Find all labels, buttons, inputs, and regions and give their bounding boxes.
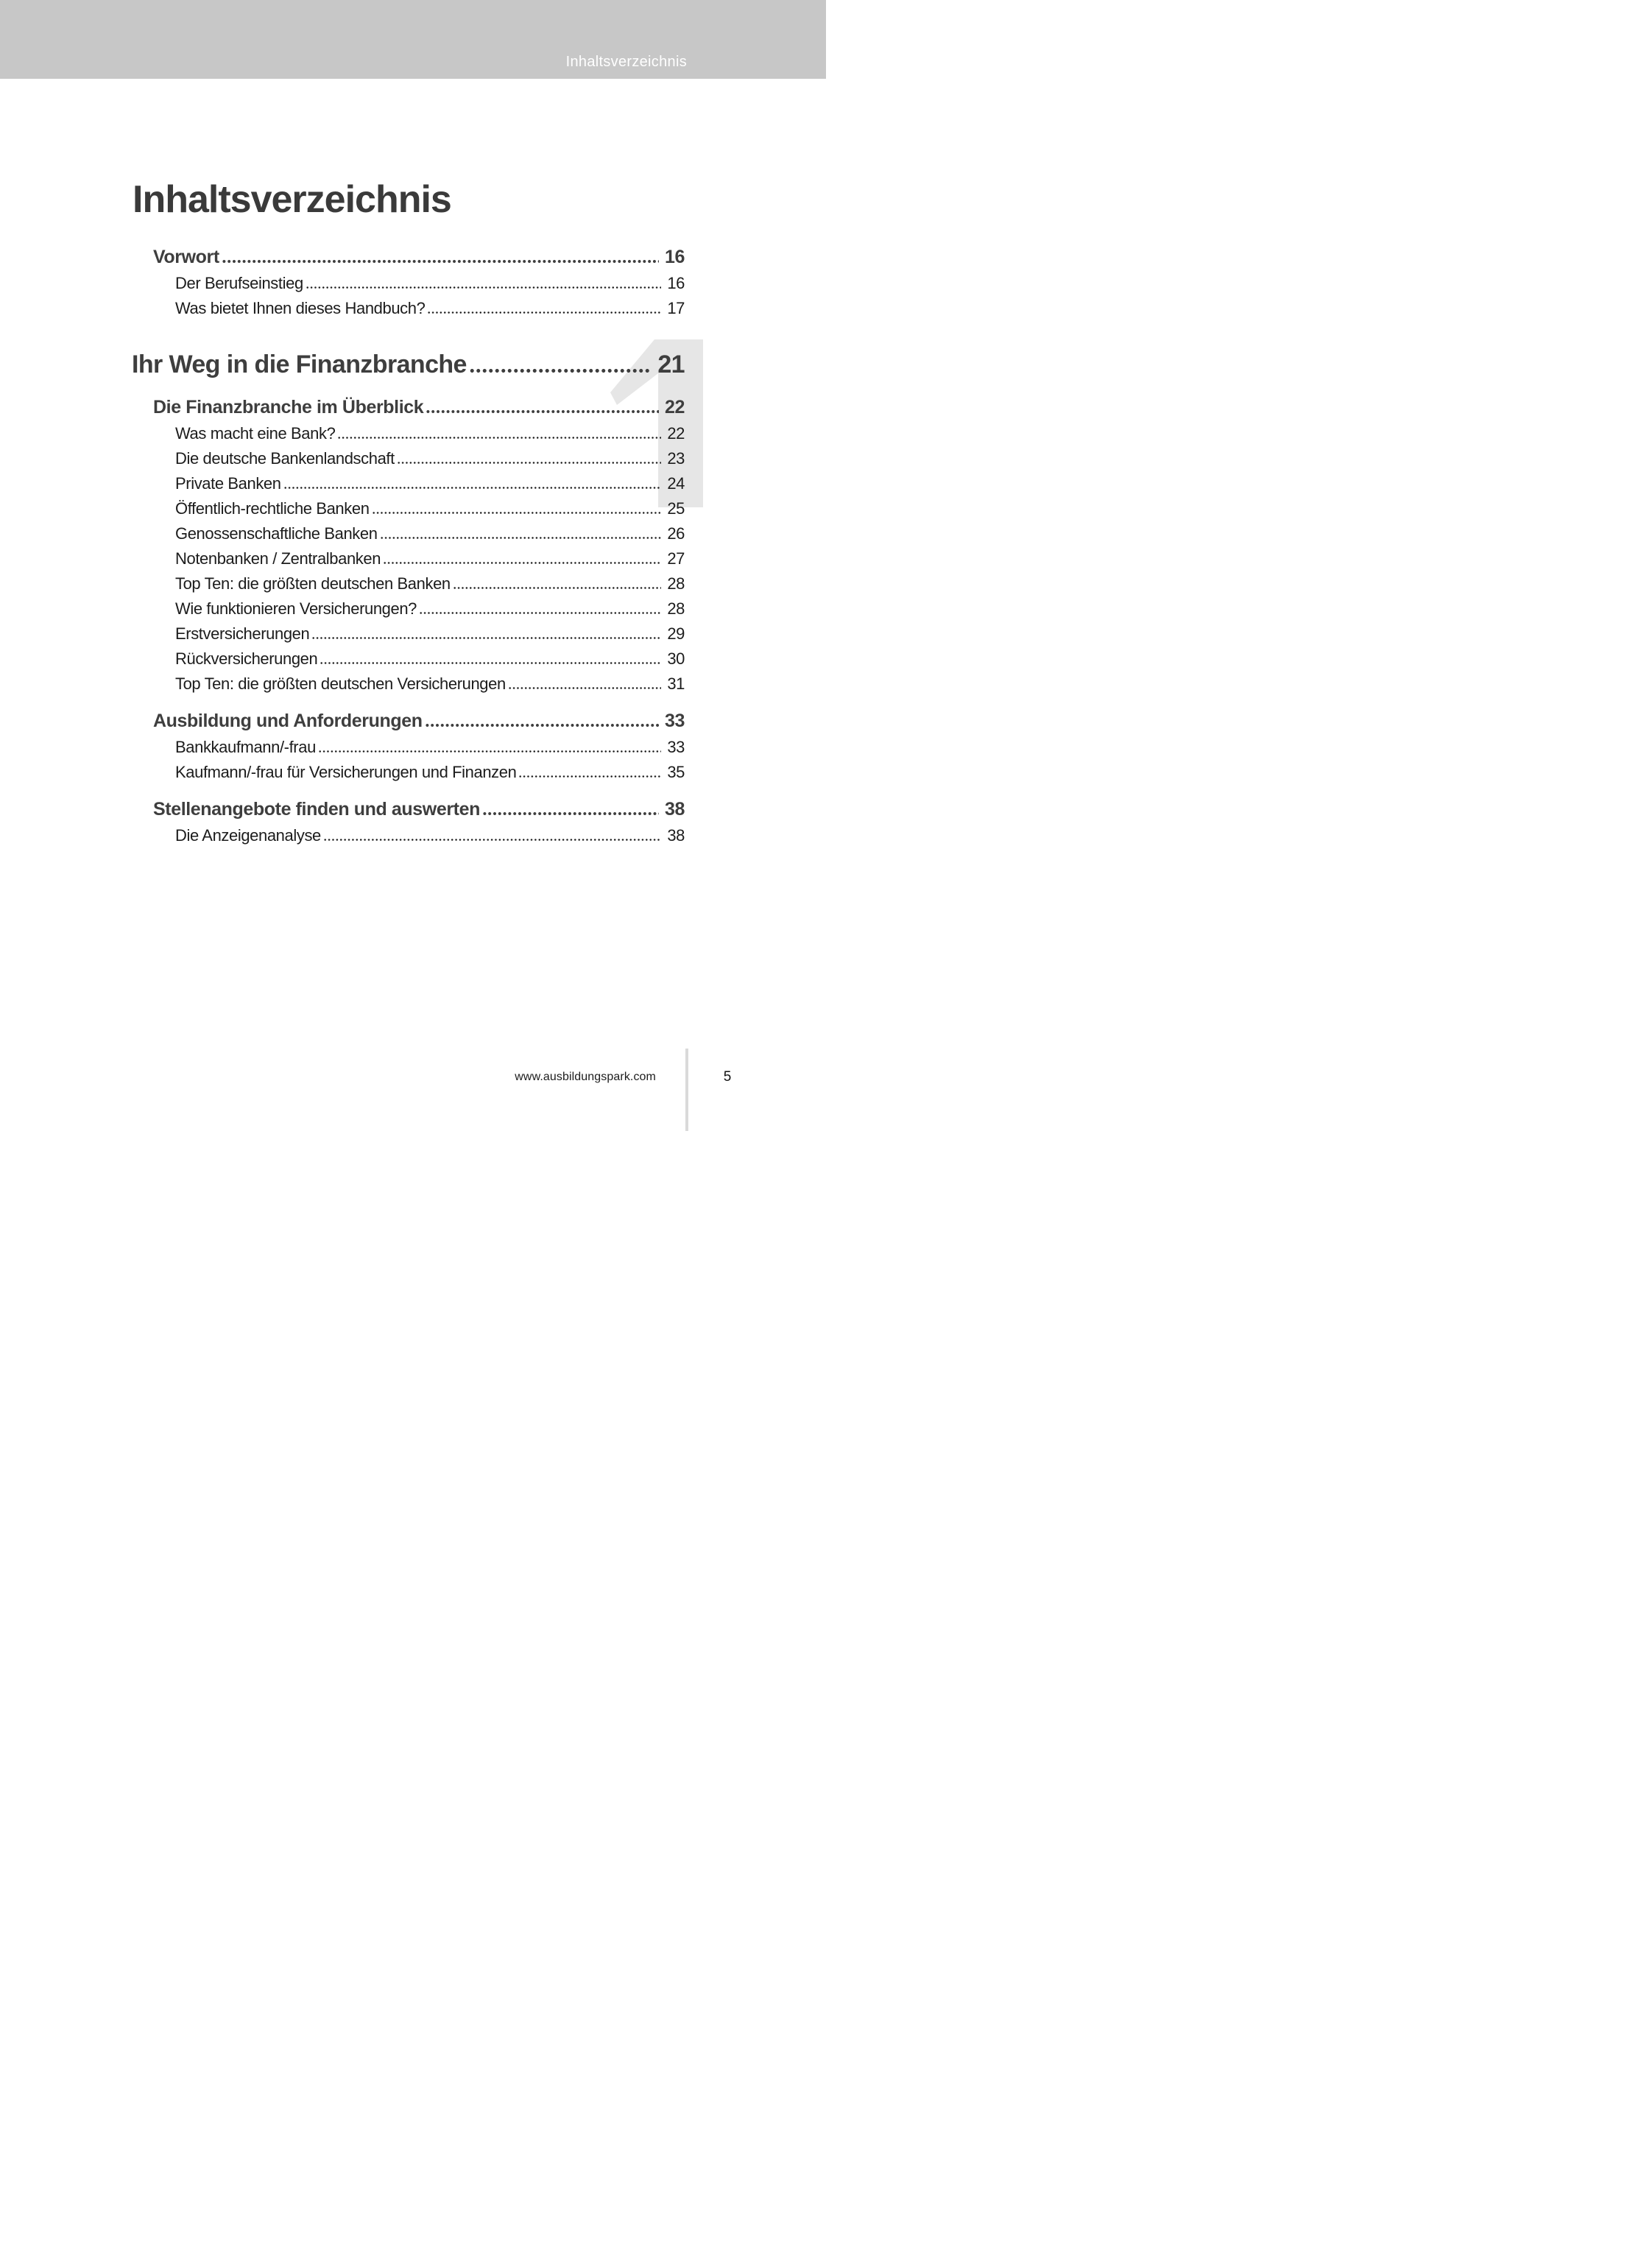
dotted-leader — [419, 611, 661, 615]
toc-entry-page: 30 — [667, 649, 685, 668]
toc-entry — [132, 760, 685, 785]
dotted-leader — [453, 586, 662, 590]
toc-entry-label: Wie funktionieren Versicherungen? — [175, 599, 417, 618]
toc-entry-page: 16 — [664, 247, 685, 267]
toc-entry-page: 31 — [667, 674, 685, 693]
page-title: Inhaltsverzeichnis — [133, 177, 451, 221]
dotted-leader — [318, 750, 661, 753]
toc-entry — [132, 571, 685, 596]
toc-entry — [132, 243, 685, 271]
toc-entry-label: Vorwort — [153, 247, 219, 267]
toc-entry — [132, 271, 685, 296]
dotted-leader — [427, 311, 661, 314]
toc-entry-label: Notenbanken / Zentralbanken — [175, 549, 381, 568]
toc-entry-page: 33 — [664, 711, 685, 731]
toc-entry-page: 35 — [667, 763, 685, 781]
toc-entry-page: 38 — [664, 799, 685, 820]
toc-entry — [132, 646, 685, 672]
dotted-leader — [383, 561, 661, 565]
toc-entry-label: Stellenangebote finden und auswerten — [153, 799, 480, 820]
dotted-leader — [469, 368, 652, 373]
toc-entry-label: Rückversicherungen — [175, 649, 318, 668]
page-number: 5 — [723, 1069, 732, 1085]
toc-entry-page: 38 — [667, 826, 685, 845]
toc-entry-label: Kaufmann/-frau für Versicherungen und Finanzen — [175, 763, 517, 781]
toc-entry-label: Der Berufseinstieg — [175, 274, 303, 292]
toc-entry — [132, 296, 685, 321]
toc-entry — [132, 707, 685, 735]
toc-entry-label: Was bietet Ihnen dieses Handbuch? — [175, 299, 426, 317]
toc-entry-page: 16 — [667, 274, 685, 292]
toc-entry-page: 24 — [667, 474, 685, 493]
dotted-leader — [482, 811, 659, 816]
dotted-leader — [311, 636, 661, 640]
toc-entry-label: Bankkaufmann/-frau — [175, 738, 316, 756]
dotted-leader — [323, 838, 661, 842]
running-head: Inhaltsverzeichnis — [565, 54, 687, 70]
toc-entry-label: Top Ten: die größten deutschen Banken — [175, 574, 451, 593]
dotted-leader — [372, 511, 662, 515]
dotted-leader — [380, 536, 662, 540]
footer-divider-bar — [685, 1049, 688, 1131]
toc-entry-page: 33 — [667, 738, 685, 756]
toc-entry-page: 28 — [667, 574, 685, 593]
toc-entry — [132, 795, 685, 823]
dotted-leader — [283, 486, 662, 490]
dotted-leader — [518, 775, 661, 778]
toc-entry-label: Die Anzeigenanalyse — [175, 826, 321, 845]
toc-entry-page: 28 — [667, 599, 685, 618]
toc-entry-page: 22 — [664, 397, 685, 417]
dotted-leader — [337, 436, 661, 440]
toc-entry-page: 22 — [667, 424, 685, 443]
toc-entry — [132, 521, 685, 546]
toc-entry-label: Die Finanzbranche im Überblick — [153, 397, 424, 417]
toc-entry-page: 23 — [667, 449, 685, 468]
toc-entry-label: Was macht eine Bank? — [175, 424, 336, 443]
dotted-leader — [222, 259, 659, 264]
toc-entry-label: Öffentlich-rechtliche Banken — [175, 499, 370, 518]
toc-entry — [132, 621, 685, 646]
toc-entry-label: Ihr Weg in die Finanzbranche — [132, 350, 467, 378]
dotted-leader — [508, 686, 662, 690]
toc-entry — [132, 672, 685, 697]
dotted-leader — [425, 723, 659, 727]
toc-entry-page: 27 — [667, 549, 685, 568]
toc-entry-label: Die deutsche Bankenlandschaft — [175, 449, 395, 468]
toc-entry-label: Genossenschaftliche Banken — [175, 524, 378, 543]
header-band — [0, 0, 826, 79]
toc-entry — [132, 446, 685, 471]
toc-entry-page: 29 — [667, 624, 685, 643]
dotted-leader — [426, 409, 659, 414]
dotted-leader — [320, 661, 661, 665]
toc-entry — [132, 823, 685, 848]
toc-entry-label: Ausbildung und Anforderungen — [153, 711, 423, 731]
toc-entry-label: Private Banken — [175, 474, 281, 493]
toc-entry-page: 25 — [667, 499, 685, 518]
dotted-leader — [397, 461, 661, 465]
table-of-contents — [132, 243, 685, 848]
toc-entry-page: 26 — [667, 524, 685, 543]
toc-entry — [132, 346, 685, 383]
footer-url: www.ausbildungspark.com — [515, 1071, 656, 1083]
toc-entry-label: Erstversicherungen — [175, 624, 310, 643]
toc-entry — [132, 735, 685, 760]
toc-entry-page: 17 — [667, 299, 685, 317]
toc-entry — [132, 421, 685, 446]
toc-entry — [132, 596, 685, 621]
toc-entry-page: 21 — [657, 350, 685, 378]
dotted-leader — [306, 286, 662, 289]
toc-entry — [132, 393, 685, 421]
toc-entry-label: Top Ten: die größten deutschen Versicherungen — [175, 674, 506, 693]
toc-entry — [132, 546, 685, 571]
toc-entry — [132, 496, 685, 521]
toc-entry — [132, 471, 685, 496]
